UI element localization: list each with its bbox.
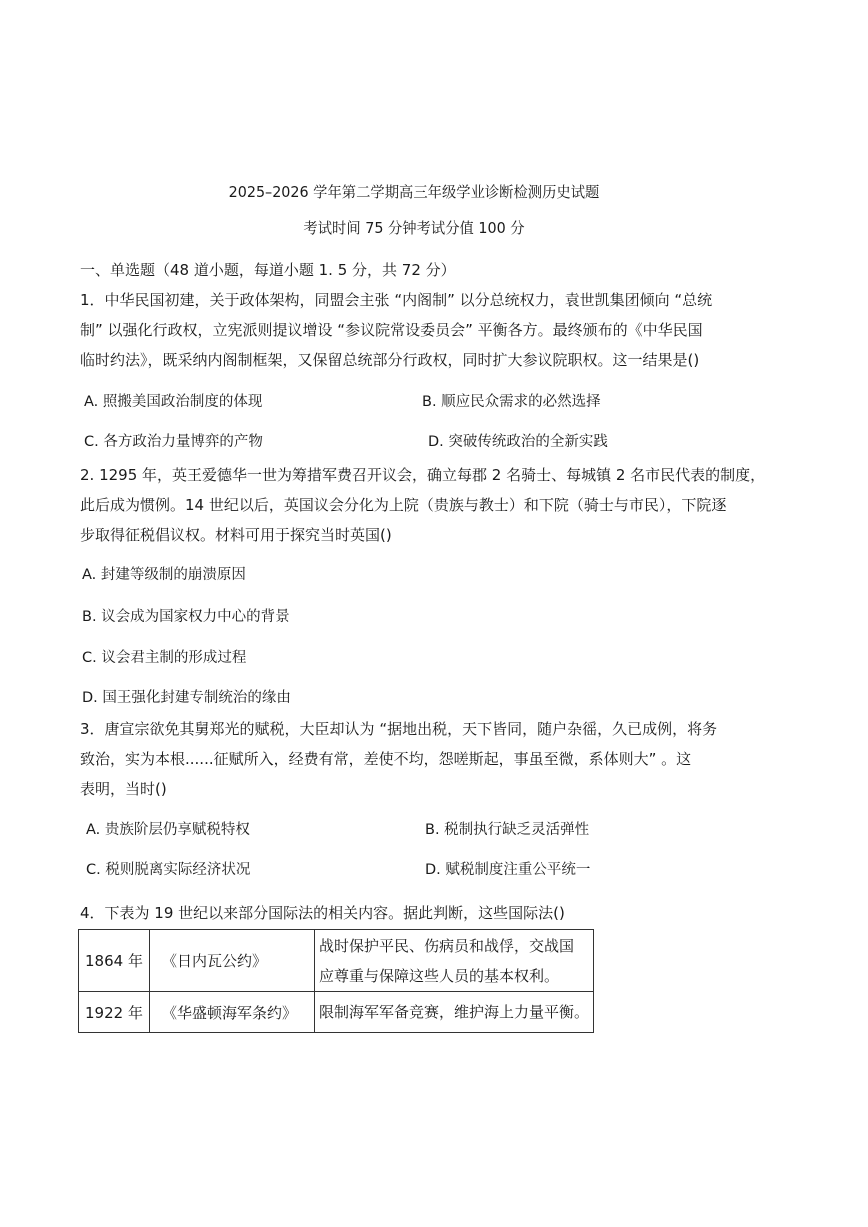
q2-stem-line: 此后成为惯例。14 世纪以后，英国议会分化为上院（贵族与教士）和下院（骑士与市民），下院逐 bbox=[80, 496, 727, 514]
q3-stem-line: 表明，当时() bbox=[80, 780, 167, 798]
q3-option-b: B. 税制执行缺乏灵活弹性 bbox=[425, 822, 590, 838]
q3-stem-line: 致治，实为本根......征赋所入，经费有常，差使不均，怨嗟斯起，事虽至微，系体则大” 。这 bbox=[80, 750, 692, 768]
table-cell-content bbox=[315, 992, 594, 1033]
q1-option-b: B. 顺应民众需求的必然选择 bbox=[422, 394, 601, 410]
q1-option-d: D. 突破传统政治的全新实践 bbox=[428, 434, 608, 450]
q3-stem-line: 3．唐宣宗欲免其舅郑光的赋税，大臣却认为 “据地出税，天下皆同，随户杂徭，久已成例，将务 bbox=[80, 720, 718, 738]
q1-stem-line: 1．中华民国初建，关于政体架构，同盟会主张 “内阁制” 以分总统权力，袁世凯集团倾向 “总统 bbox=[80, 291, 713, 309]
q2-option-d: D. 国王强化封建专制统治的缘由 bbox=[82, 690, 291, 706]
q3-option-c: C. 税则脱离实际经济状况 bbox=[86, 862, 251, 878]
content-line: 限制海军军备竞赛，维护海上力量平衡。 bbox=[319, 1003, 590, 1021]
q4-stem: 4．下表为 19 世纪以来部分国际法的相关内容。据此判断，这些国际法() bbox=[80, 904, 565, 922]
q2-stem-line: 2. 1295 年，英王爱德华一世为筹措军费召开议会，确立每郡 2 名骑士、每城镇 2 名市民代表的制度， bbox=[80, 466, 766, 484]
q3-option-a: A. 贵族阶层仍享赋税特权 bbox=[86, 822, 250, 838]
section-heading: 一、单选题（48 道小题，每道小题 1. 5 分，共 72 分） bbox=[80, 261, 456, 279]
q1-option-a: A. 照搬美国政治制度的体现 bbox=[84, 394, 263, 410]
exam-subtitle: 考试时间 75 分钟考试分值 100 分 bbox=[303, 219, 525, 237]
q2-stem-line: 步取得征税倡议权。材料可用于探究当时英国() bbox=[80, 526, 392, 544]
content-line: 战时保护平民、伤病员和战俘，交战国 bbox=[319, 936, 575, 955]
table-cell-content bbox=[315, 930, 594, 992]
content-line: 应尊重与保障这些人员的基本权利。 bbox=[319, 966, 560, 985]
q2-option-a: A. 封建等级制的崩溃原因 bbox=[82, 567, 246, 583]
q3-option-d: D. 赋税制度注重公平统一 bbox=[425, 862, 591, 878]
table-cell-year: 1864 年 bbox=[79, 930, 150, 992]
q2-option-c: C. 议会君主制的形成过程 bbox=[82, 650, 247, 666]
table-row bbox=[79, 930, 594, 992]
treaty-table bbox=[78, 929, 594, 1033]
q1-stem-line: 临时约法》，既采纳内阁制框架，又保留总统部分行政权，同时扩大参议院职权。这一结果是() bbox=[80, 351, 700, 369]
table-cell-treaty: 《华盛顿海军条约》 bbox=[150, 992, 315, 1033]
exam-title: 2025–2026 学年第二学期高三年级学业诊断检测历史试题 bbox=[228, 183, 600, 201]
table-row bbox=[79, 992, 594, 1033]
q1-option-c: C. 各方政治力量博弈的产物 bbox=[84, 434, 263, 450]
table-cell-treaty: 《日内瓦公约》 bbox=[150, 930, 315, 992]
table-cell-year: 1922 年 bbox=[79, 992, 150, 1033]
q1-stem-line: 制” 以强化行政权，立宪派则提议增设 “参议院常设委员会” 平衡各方。最终颁布的《中华民国 bbox=[80, 321, 703, 339]
q2-option-b: B. 议会成为国家权力中心的背景 bbox=[82, 609, 290, 625]
